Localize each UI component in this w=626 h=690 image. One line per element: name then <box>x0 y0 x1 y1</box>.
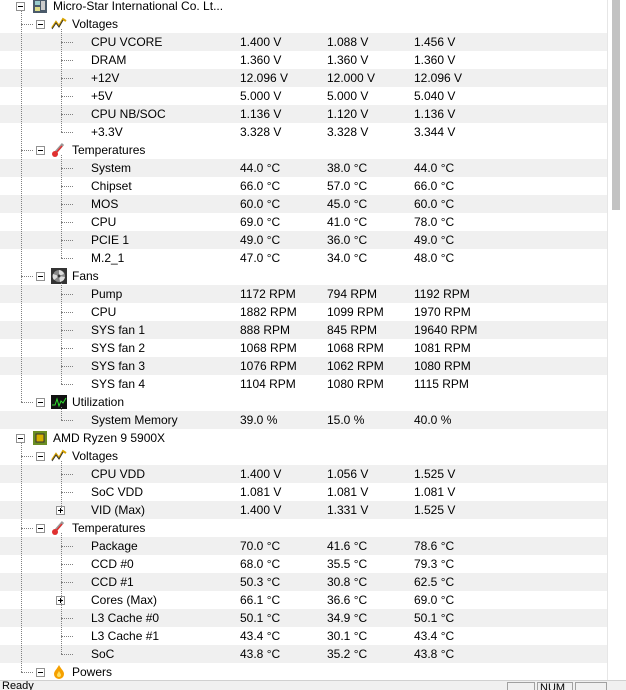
sensor-value: 66.0 °C <box>240 179 281 193</box>
sensor-value: 1.400 V <box>240 35 282 49</box>
sensor-row[interactable] <box>0 591 607 609</box>
sensor-row[interactable] <box>0 123 607 141</box>
sensor-name: +12V <box>91 71 120 85</box>
power-icon <box>51 664 67 680</box>
voltage-icon <box>51 448 67 464</box>
sensor-max: 1081 RPM <box>414 341 471 355</box>
sensor-name: SoC VDD <box>91 485 144 499</box>
sensor-name: L3 Cache #0 <box>91 611 160 625</box>
sensor-row[interactable] <box>0 159 607 177</box>
sensor-max: 50.1 °C <box>414 611 455 625</box>
tree-node-section[interactable] <box>0 15 607 33</box>
sensor-value: 12.096 V <box>240 71 289 85</box>
sensor-max: 12.096 V <box>414 71 463 85</box>
sensor-value: 1.400 V <box>240 467 282 481</box>
sensor-value: 5.000 V <box>240 89 282 103</box>
sensor-max: 60.0 °C <box>414 197 455 211</box>
sensor-name: Package <box>91 539 138 553</box>
sensor-row[interactable] <box>0 249 607 267</box>
tree-node-device[interactable] <box>0 0 607 15</box>
sensor-row[interactable] <box>0 105 607 123</box>
tree-connector <box>61 546 73 547</box>
sensor-name: +5V <box>91 89 113 103</box>
tree-node-section[interactable] <box>0 663 607 680</box>
sensor-max: 1115 RPM <box>414 377 469 391</box>
sensor-row[interactable] <box>0 573 607 591</box>
sensor-min: 36.6 °C <box>327 593 368 607</box>
sensor-value: 60.0 °C <box>240 197 281 211</box>
sensor-max: 19640 RPM <box>414 323 478 337</box>
sensor-min: 3.328 V <box>327 125 369 139</box>
sensor-value: 50.1 °C <box>240 611 281 625</box>
sensor-row[interactable] <box>0 69 607 87</box>
thermometer-icon <box>51 142 67 158</box>
sensor-name: Pump <box>91 287 123 301</box>
section-label: Utilization <box>72 395 125 409</box>
sensor-min: 1.120 V <box>327 107 369 121</box>
tree-connector <box>61 366 73 367</box>
sensor-min: 57.0 °C <box>327 179 368 193</box>
tree-connector <box>61 168 73 169</box>
section-label: Temperatures <box>72 143 146 157</box>
collapse-toggle[interactable] <box>36 146 45 155</box>
tree-connector <box>61 294 73 295</box>
collapse-toggle[interactable] <box>36 398 45 407</box>
sensor-value: 1.136 V <box>240 107 282 121</box>
sensor-value: 3.328 V <box>240 125 282 139</box>
tree-connector <box>61 258 73 259</box>
sensor-max: 1.456 V <box>414 35 456 49</box>
sensor-row[interactable] <box>0 555 607 573</box>
sensor-max: 1970 RPM <box>414 305 471 319</box>
sensor-name: SYS fan 4 <box>91 377 146 391</box>
sensor-value: 66.1 °C <box>240 593 281 607</box>
tree-node-section[interactable] <box>0 519 607 537</box>
sensor-name: System <box>91 161 132 175</box>
sensor-name: CPU VDD <box>91 467 146 481</box>
sensor-name: System Memory <box>91 413 178 427</box>
sensor-max: 3.344 V <box>414 125 456 139</box>
section-label: Voltages <box>72 449 119 463</box>
tree-node-section[interactable] <box>0 393 607 411</box>
sensor-max: 1.525 V <box>414 467 456 481</box>
section-label: Fans <box>72 269 99 283</box>
sensor-min: 45.0 °C <box>327 197 368 211</box>
tree-connector <box>61 330 73 331</box>
sensor-min: 1.331 V <box>327 503 369 517</box>
sensor-min: 794 RPM <box>327 287 378 301</box>
sensor-min: 34.0 °C <box>327 251 368 265</box>
sensor-row[interactable] <box>0 51 607 69</box>
tree-connector <box>61 474 73 475</box>
sensor-value: 1.081 V <box>240 485 282 499</box>
sensor-min: 15.0 % <box>327 413 365 427</box>
tree-connector <box>61 312 73 313</box>
sensor-value: 43.8 °C <box>240 647 281 661</box>
cpu-chip-icon <box>32 430 48 446</box>
sensor-row[interactable] <box>0 177 607 195</box>
sensor-name: CCD #0 <box>91 557 134 571</box>
section-label: Powers <box>72 665 113 679</box>
sensor-name: CPU NB/SOC <box>91 107 166 121</box>
sensor-min: 36.0 °C <box>327 233 368 247</box>
tree-connector <box>61 533 62 654</box>
sensor-min: 12.000 V <box>327 71 376 85</box>
sensor-value: 1.400 V <box>240 503 282 517</box>
sensor-row[interactable] <box>0 375 607 393</box>
tree-connector <box>61 78 73 79</box>
sensor-name: VID (Max) <box>91 503 145 517</box>
sensor-max: 1.081 V <box>414 485 456 499</box>
sensor-value: 50.3 °C <box>240 575 281 589</box>
sensor-name: CCD #1 <box>91 575 134 589</box>
sensor-value: 47.0 °C <box>240 251 281 265</box>
sensor-max: 66.0 °C <box>414 179 455 193</box>
sensor-row[interactable] <box>0 33 607 51</box>
sensor-value: 44.0 °C <box>240 161 281 175</box>
sensor-row[interactable] <box>0 303 607 321</box>
sensor-row[interactable] <box>0 231 607 249</box>
sensor-min: 1068 RPM <box>327 341 384 355</box>
sensor-row[interactable] <box>0 537 607 555</box>
status-text: Ready <box>2 680 34 690</box>
collapse-toggle[interactable] <box>36 452 45 461</box>
sensor-max: 44.0 °C <box>414 161 455 175</box>
tree-connector <box>61 348 73 349</box>
sensor-value: 43.4 °C <box>240 629 281 643</box>
sensor-name: Cores (Max) <box>91 593 158 607</box>
sensor-name: +3.3V <box>91 125 123 139</box>
sensor-min: 30.1 °C <box>327 629 368 643</box>
sensor-name: SYS fan 2 <box>91 341 146 355</box>
sensor-value: 39.0 % <box>240 413 278 427</box>
sensor-min: 1080 RPM <box>327 377 384 391</box>
tree-connector <box>21 11 22 402</box>
sensor-max: 43.8 °C <box>414 647 455 661</box>
collapse-toggle[interactable] <box>36 668 45 677</box>
sensor-name: CPU VCORE <box>91 35 163 49</box>
sensor-row[interactable] <box>0 465 607 483</box>
device-label: Micro-Star International Co. Lt... <box>53 0 224 13</box>
sensor-max: 49.0 °C <box>414 233 455 247</box>
sensor-row[interactable] <box>0 339 607 357</box>
tree-connector <box>61 564 73 565</box>
sensor-row[interactable] <box>0 627 607 645</box>
tree-connector <box>61 186 73 187</box>
collapse-toggle[interactable] <box>36 20 45 29</box>
sensor-max: 79.3 °C <box>414 557 455 571</box>
sensor-min: 1062 RPM <box>327 359 384 373</box>
utilization-icon <box>51 394 67 410</box>
sensor-max: 1.360 V <box>414 53 456 67</box>
sensor-row[interactable] <box>0 321 607 339</box>
sensor-max: 43.4 °C <box>414 629 455 643</box>
tree-connector <box>61 492 73 493</box>
tree-connector <box>61 407 62 420</box>
section-label: Voltages <box>72 17 119 31</box>
sensor-min: 845 RPM <box>327 323 378 337</box>
sensor-row[interactable] <box>0 195 607 213</box>
sensor-row[interactable] <box>0 501 607 519</box>
sensor-name: PCIE 1 <box>91 233 130 247</box>
tree-connector <box>61 461 62 510</box>
sensor-max: 48.0 °C <box>414 251 455 265</box>
tree-node-device[interactable] <box>0 429 607 447</box>
sensor-max: 5.040 V <box>414 89 456 103</box>
tree-connector <box>61 204 73 205</box>
voltage-icon <box>51 16 67 32</box>
tree-connector <box>61 618 73 619</box>
sensor-row[interactable] <box>0 411 607 429</box>
tree-connector <box>61 60 73 61</box>
sensor-row[interactable] <box>0 87 607 105</box>
sensor-row[interactable] <box>0 213 607 231</box>
sensor-value: 888 RPM <box>240 323 291 337</box>
sensor-row[interactable] <box>0 285 607 303</box>
sensor-name: SYS fan 3 <box>91 359 146 373</box>
tree-connector <box>61 114 73 115</box>
sensor-name: DRAM <box>91 53 127 67</box>
sensor-value: 1172 RPM <box>240 287 296 301</box>
tree-connector <box>61 222 73 223</box>
sensor-name: CPU <box>91 305 117 319</box>
sensor-value: 1104 RPM <box>240 377 296 391</box>
tree-connector <box>61 240 73 241</box>
sensor-row[interactable] <box>0 645 607 663</box>
sensor-max: 62.5 °C <box>414 575 455 589</box>
tree-connector <box>61 582 73 583</box>
thermometer-icon <box>51 520 67 536</box>
collapse-toggle[interactable] <box>16 434 25 443</box>
tree-node-section[interactable] <box>0 141 607 159</box>
num-lock-indicator: NUM <box>540 682 566 690</box>
device-label: AMD Ryzen 9 5900X <box>53 431 166 445</box>
collapse-toggle[interactable] <box>36 272 45 281</box>
collapse-toggle[interactable] <box>36 524 45 533</box>
sensor-min: 38.0 °C <box>327 161 368 175</box>
sensor-row[interactable] <box>0 483 607 501</box>
sensor-value: 68.0 °C <box>240 557 281 571</box>
tree-connector <box>61 132 73 133</box>
tree-connector <box>61 281 62 384</box>
sensor-row[interactable] <box>0 609 607 627</box>
sensor-min: 5.000 V <box>327 89 369 103</box>
sensor-value: 1.360 V <box>240 53 282 67</box>
sensor-value: 1068 RPM <box>240 341 297 355</box>
sensor-min: 1.360 V <box>327 53 369 67</box>
sensor-name: M.2_1 <box>91 251 125 265</box>
sensor-name: CPU <box>91 215 117 229</box>
sensor-min: 30.8 °C <box>327 575 368 589</box>
sensor-max: 1.525 V <box>414 503 456 517</box>
sensor-min: 35.5 °C <box>327 557 368 571</box>
tree-connector <box>61 96 73 97</box>
sensor-max: 1192 RPM <box>414 287 470 301</box>
tree-connector <box>61 29 62 132</box>
tree-node-section[interactable] <box>0 267 607 285</box>
motherboard-icon <box>32 0 48 14</box>
sensor-min: 1.081 V <box>327 485 369 499</box>
sensor-min: 1.056 V <box>327 467 369 481</box>
collapse-toggle[interactable] <box>16 2 25 11</box>
tree-connector <box>61 654 73 655</box>
sensor-min: 41.6 °C <box>327 539 368 553</box>
sensor-value: 1882 RPM <box>240 305 297 319</box>
sensor-name: SYS fan 1 <box>91 323 146 337</box>
sensor-value: 70.0 °C <box>240 539 281 553</box>
section-label: Temperatures <box>72 521 146 535</box>
sensor-value: 1076 RPM <box>240 359 297 373</box>
sensor-max: 40.0 % <box>414 413 452 427</box>
scrollbar-thumb[interactable] <box>612 0 620 210</box>
sensor-name: L3 Cache #1 <box>91 629 160 643</box>
sensor-max: 78.0 °C <box>414 215 455 229</box>
sensor-name: SoC <box>91 647 115 661</box>
tree-connector <box>61 384 73 385</box>
sensor-max: 78.6 °C <box>414 539 455 553</box>
sensor-row[interactable] <box>0 357 607 375</box>
tree-connector <box>61 420 73 421</box>
sensor-name: MOS <box>91 197 119 211</box>
sensor-max: 1080 RPM <box>414 359 471 373</box>
sensor-value: 69.0 °C <box>240 215 281 229</box>
tree-connector <box>21 443 22 672</box>
tree-connector <box>61 636 73 637</box>
sensor-max: 1.136 V <box>414 107 456 121</box>
sensor-min: 35.2 °C <box>327 647 368 661</box>
sensor-min: 1099 RPM <box>327 305 384 319</box>
sensor-min: 41.0 °C <box>327 215 368 229</box>
tree-connector <box>61 42 73 43</box>
sensor-value: 49.0 °C <box>240 233 281 247</box>
tree-node-section[interactable] <box>0 447 607 465</box>
sensor-name: Chipset <box>91 179 132 193</box>
sensor-min: 1.088 V <box>327 35 369 49</box>
sensor-max: 69.0 °C <box>414 593 455 607</box>
fan-icon <box>51 268 67 284</box>
tree-connector <box>61 155 62 258</box>
sensor-min: 34.9 °C <box>327 611 368 625</box>
